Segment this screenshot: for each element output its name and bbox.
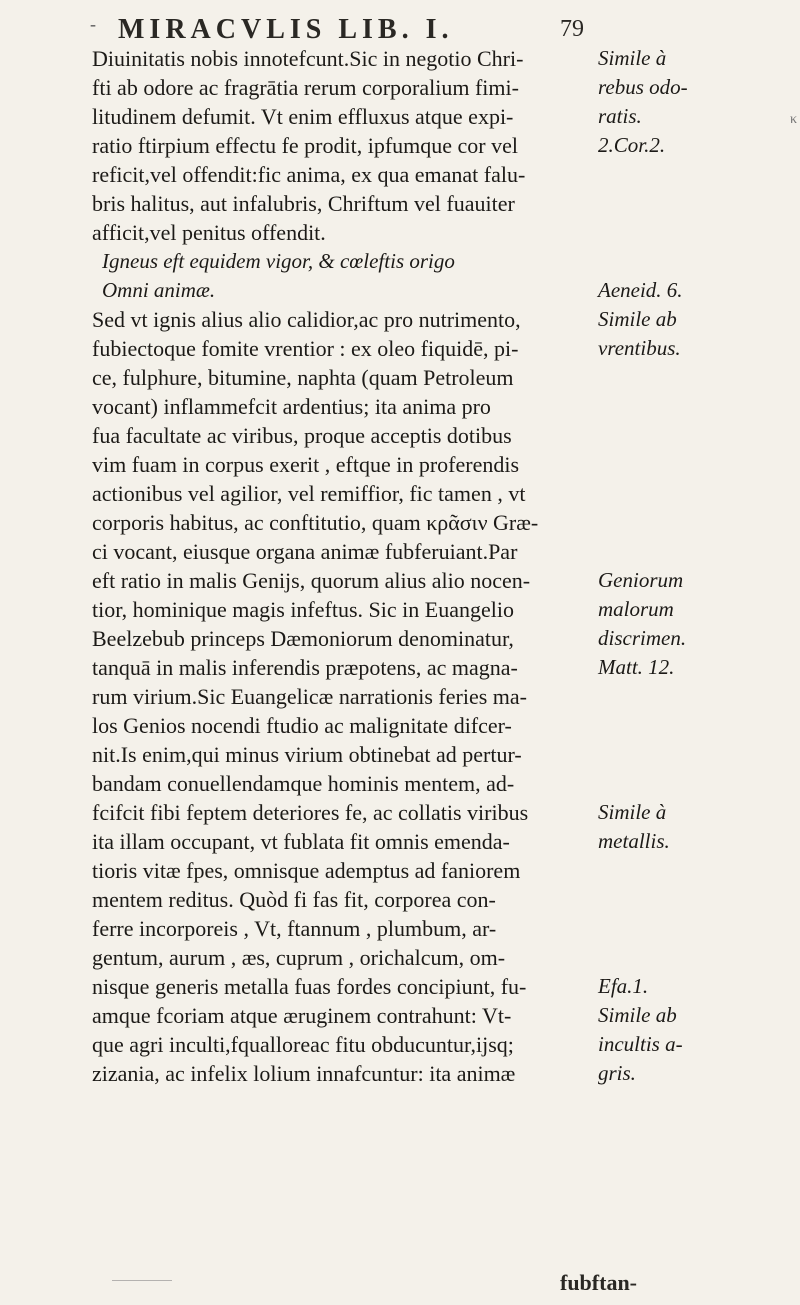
text-line: amque fcoriam atque æruginem contrahunt: Vt- (92, 1003, 512, 1028)
margin-note: Geniorum (598, 568, 684, 592)
text-line: zizania, ac infelix lolium innafcuntur: ita animæ (92, 1061, 516, 1086)
margin-note: ratis. (598, 104, 642, 128)
ink-smear (112, 1280, 172, 1285)
text-line: tanquā in malis inferendis præpotens, ac magna- (92, 655, 518, 680)
text-line: eft ratio in malis Genijs, quorum alius alio nocen- (92, 568, 531, 593)
text-line: nit.Is enim,qui minus virium obtinebat ad pertur- (92, 742, 522, 767)
text-line: mentem reditus. Quòd fi fas fit, corporea con- (92, 887, 496, 912)
text-line: corporis habitus, ac conftitutio, quam κρᾶσιν Græ- (92, 510, 539, 535)
text-line: gentum, aurum , æs, cuprum , orichalcum, om- (92, 945, 506, 970)
margin-note: metallis. (598, 829, 670, 853)
margin-note: Simile ab (598, 1003, 677, 1027)
margin-note: 2.Cor.2. (598, 133, 666, 157)
text-line: tior, hominique magis infeftus. Sic in Euangelio (92, 597, 514, 622)
margin-note: Efa.1. (598, 974, 649, 998)
running-header (0, 8, 800, 48)
text-line: actionibus vel agilior, vel remiffior, fic tamen , vt (92, 481, 526, 506)
margin-note: Matt. 12. (598, 655, 675, 679)
text-line: afficit,vel penitus offendit. (92, 220, 326, 245)
text-line: reficit,vel offendit:fic anima, ex qua emanat falu- (92, 162, 526, 187)
text-line: Sed vt ignis alius alio calidior,ac pro nutrimento, (92, 307, 521, 332)
text-line: Beelzebub princeps Dæmoniorum denominatur, (92, 626, 514, 651)
text-line: fubiectoque fomite vrentior : ex oleo fiquidē, pi- (92, 336, 519, 361)
margin-blot: κ (790, 112, 798, 127)
text-line: tioris vitæ fpes, omnisque ademptus ad faniorem (92, 858, 521, 883)
margin-note: discrimen. (598, 626, 687, 650)
text-line: bris halitus, aut infalubris, Chriftum vel fuauiter (92, 191, 515, 216)
text-line: litudinem defumit. Vt enim effluxus atque expi- (92, 104, 514, 129)
margin-note: Simile ab (598, 307, 677, 331)
text-line: vim fuam in corpus exerit , eftque in proferendis (92, 452, 520, 477)
main-text-column (92, 44, 592, 1088)
margin-note: Aeneid. 6. (598, 278, 683, 302)
text-line: los Genios nocendi ftudio ac malignitate difcer- (92, 713, 512, 738)
margin-note: Simile à (598, 800, 667, 824)
text-line: ita illam occupant, vt fublata fit omnis emenda- (92, 829, 510, 854)
text-line: rum virium.Sic Euangelicæ narrationis feries ma- (92, 684, 527, 709)
text-line: nisque generis metalla fuas fordes concipiunt, fu- (92, 974, 527, 999)
text-line: Omni animæ. (102, 278, 216, 302)
text-line: Igneus eft equidem vigor, & cœleftis origo (102, 249, 455, 273)
text-line: que agri inculti,fqualloreac fitu obducuntur,ijsq; (92, 1032, 514, 1057)
text-line: fua facultate ac viribus, proque acceptis dotibus (92, 423, 512, 448)
margin-note: vrentibus. (598, 336, 681, 360)
margin-note: malorum (598, 597, 674, 621)
text-line: ferre incorporeis , Vt, ftannum , plumbum, ar- (92, 916, 497, 941)
text-line: ratio ftirpium effectu fe prodit, ipfumque cor vel (92, 133, 519, 158)
margin-note: incultis a- (598, 1032, 683, 1056)
margin-note: rebus odo- (598, 75, 688, 99)
text-line: bandam conuellendamque hominis mentem, ad- (92, 771, 515, 796)
catchword: fubftan- (560, 1270, 638, 1295)
text-line: vocant) inflammefcit ardentius; ita anima pro (92, 394, 491, 419)
text-line: Diuinitatis nobis innotefcunt.Sic in negotio Chri- (92, 46, 524, 71)
header-mark: - (90, 14, 96, 34)
page-number: 79 (560, 16, 584, 42)
text-line: fcifcit fibi feptem deteriores fe, ac collatis viribus (92, 800, 529, 825)
running-title: MIRACVLIS LIB. I. (118, 14, 454, 45)
margin-note: Simile à (598, 46, 667, 70)
margin-note: gris. (598, 1061, 636, 1085)
text-line: ci vocant, eiusque organa animæ fubferuiant.Par (92, 539, 518, 564)
text-line: fti ab odore ac fragrātia rerum corporalium fimi- (92, 75, 519, 100)
text-line: ce, fulphure, bitumine, naphta (quam Petroleum (92, 365, 514, 390)
